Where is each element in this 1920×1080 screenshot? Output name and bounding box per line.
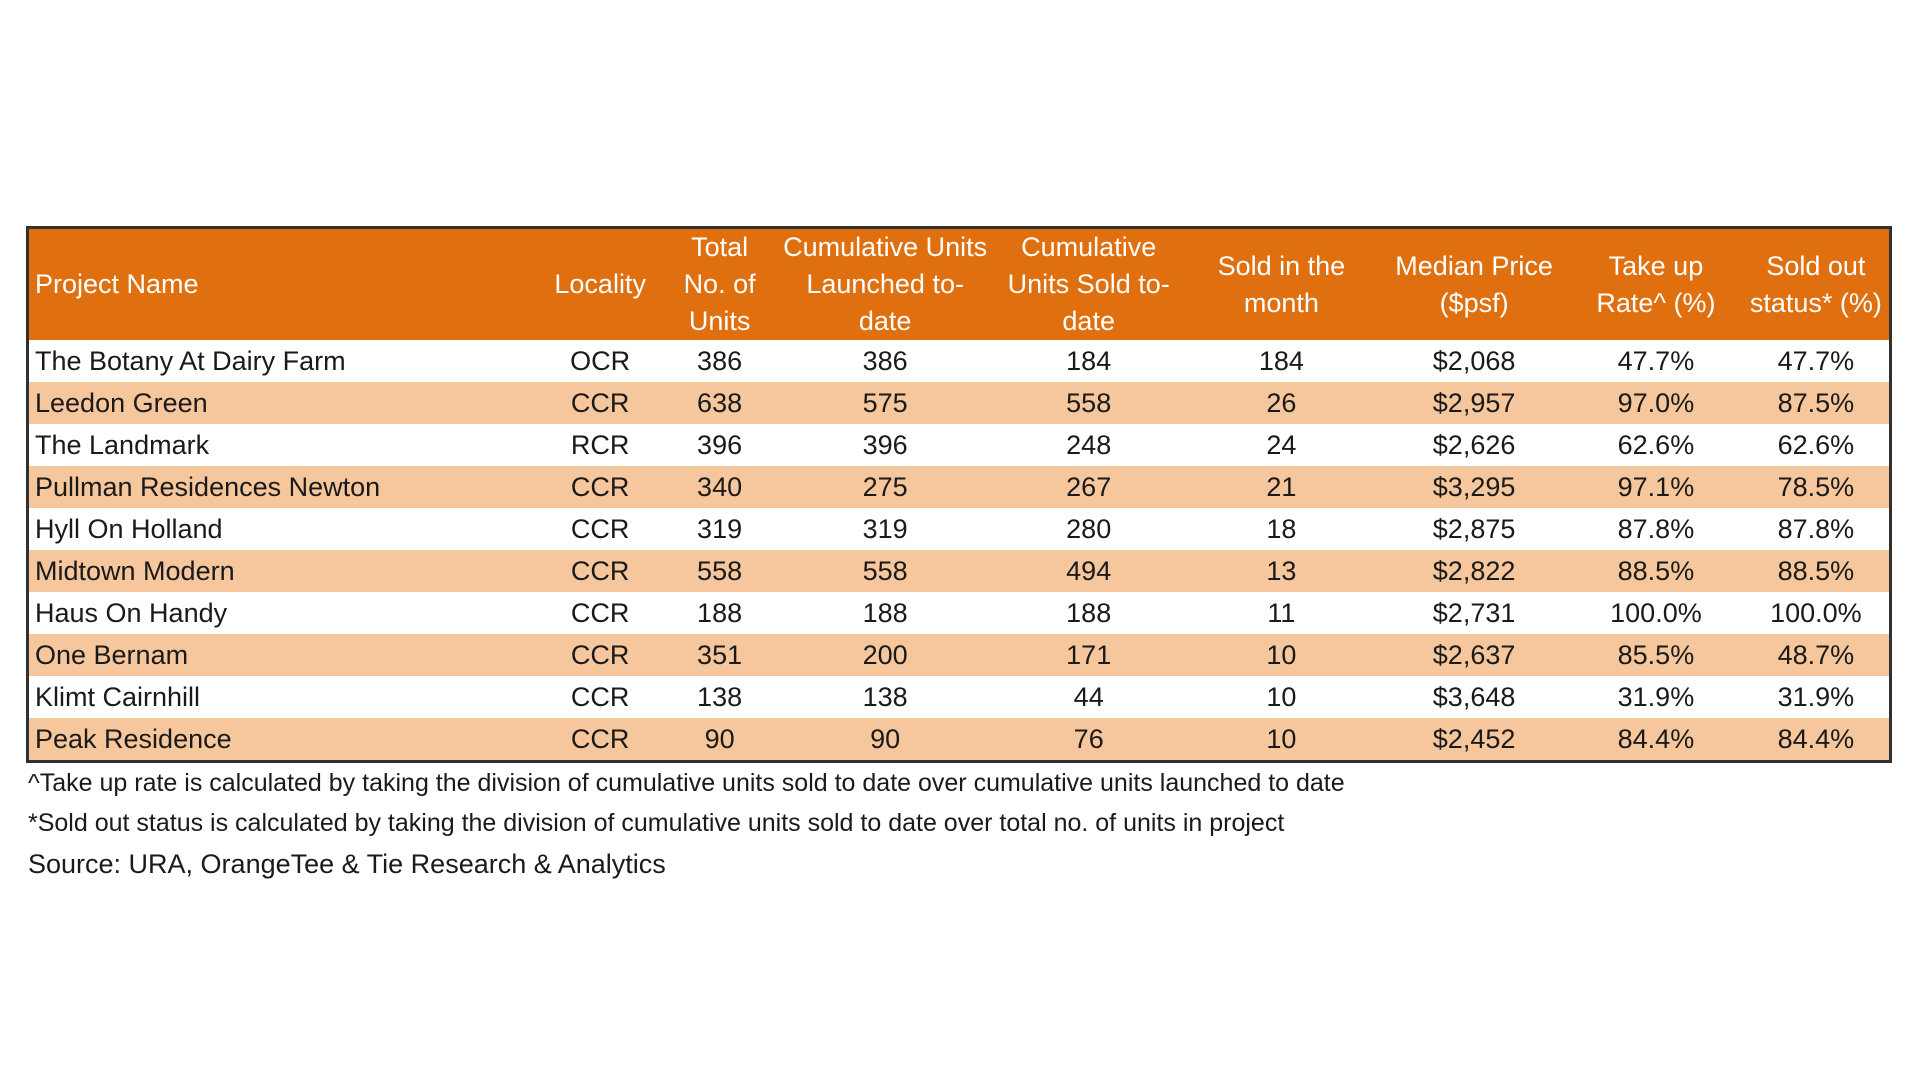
cell-cumulative-launched: 188 xyxy=(777,592,994,634)
cell-sold-in-month: 24 xyxy=(1184,424,1379,466)
cell-sold-in-month: 26 xyxy=(1184,382,1379,424)
cell-project-name: Peak Residence xyxy=(28,718,538,762)
cell-cumulative-sold: 267 xyxy=(994,466,1184,508)
cell-take-up-rate: 31.9% xyxy=(1569,676,1743,718)
cell-sold-in-month: 10 xyxy=(1184,718,1379,762)
header-total-units: Total No. of Units xyxy=(663,228,777,341)
cell-cumulative-launched: 319 xyxy=(777,508,994,550)
cell-cumulative-sold: 76 xyxy=(994,718,1184,762)
cell-locality: CCR xyxy=(538,676,663,718)
header-cumulative-sold: Cumulative Units Sold to-date xyxy=(994,228,1184,341)
cell-sold-out-status: 87.5% xyxy=(1743,382,1891,424)
table-row xyxy=(28,424,1891,466)
cell-cumulative-launched: 396 xyxy=(777,424,994,466)
cell-take-up-rate: 62.6% xyxy=(1569,424,1743,466)
cell-cumulative-sold: 494 xyxy=(994,550,1184,592)
cell-cumulative-launched: 275 xyxy=(777,466,994,508)
cell-project-name: Midtown Modern xyxy=(28,550,538,592)
cell-take-up-rate: 87.8% xyxy=(1569,508,1743,550)
cell-median-price: $3,648 xyxy=(1379,676,1569,718)
cell-sold-in-month: 11 xyxy=(1184,592,1379,634)
cell-take-up-rate: 84.4% xyxy=(1569,718,1743,762)
cell-sold-out-status: 31.9% xyxy=(1743,676,1891,718)
cell-cumulative-launched: 90 xyxy=(777,718,994,762)
cell-cumulative-sold: 280 xyxy=(994,508,1184,550)
cell-locality: CCR xyxy=(538,550,663,592)
cell-sold-out-status: 48.7% xyxy=(1743,634,1891,676)
table-row xyxy=(28,634,1891,676)
cell-project-name: Haus On Handy xyxy=(28,592,538,634)
cell-locality: CCR xyxy=(538,718,663,762)
cell-median-price: $2,452 xyxy=(1379,718,1569,762)
table-header-row xyxy=(28,228,1891,341)
cell-total-units: 319 xyxy=(663,508,777,550)
table-row xyxy=(28,508,1891,550)
cell-take-up-rate: 100.0% xyxy=(1569,592,1743,634)
cell-cumulative-sold: 558 xyxy=(994,382,1184,424)
data-table xyxy=(26,226,1892,763)
header-cumulative-launched: Cumulative Units Launched to-date xyxy=(777,228,994,341)
cell-sold-in-month: 21 xyxy=(1184,466,1379,508)
cell-sold-out-status: 84.4% xyxy=(1743,718,1891,762)
cell-project-name: One Bernam xyxy=(28,634,538,676)
cell-locality: CCR xyxy=(538,382,663,424)
table-row xyxy=(28,592,1891,634)
cell-project-name: Hyll On Holland xyxy=(28,508,538,550)
cell-sold-out-status: 78.5% xyxy=(1743,466,1891,508)
cell-median-price: $2,957 xyxy=(1379,382,1569,424)
cell-locality: OCR xyxy=(538,340,663,382)
cell-project-name: The Botany At Dairy Farm xyxy=(28,340,538,382)
cell-median-price: $3,295 xyxy=(1379,466,1569,508)
cell-total-units: 558 xyxy=(663,550,777,592)
cell-locality: CCR xyxy=(538,592,663,634)
cell-sold-out-status: 100.0% xyxy=(1743,592,1891,634)
cell-take-up-rate: 88.5% xyxy=(1569,550,1743,592)
cell-cumulative-launched: 200 xyxy=(777,634,994,676)
table-row xyxy=(28,382,1891,424)
cell-total-units: 638 xyxy=(663,382,777,424)
cell-cumulative-sold: 188 xyxy=(994,592,1184,634)
cell-cumulative-launched: 558 xyxy=(777,550,994,592)
cell-total-units: 386 xyxy=(663,340,777,382)
cell-project-name: Klimt Cairnhill xyxy=(28,676,538,718)
cell-sold-out-status: 47.7% xyxy=(1743,340,1891,382)
table-row xyxy=(28,718,1891,762)
header-median-price: Median Price ($psf) xyxy=(1379,228,1569,341)
source-citation: Source: URA, OrangeTee & Tie Research & Analytics xyxy=(28,849,666,879)
cell-total-units: 340 xyxy=(663,466,777,508)
table-row xyxy=(28,676,1891,718)
cell-locality: CCR xyxy=(538,466,663,508)
cell-project-name: Leedon Green xyxy=(28,382,538,424)
cell-cumulative-launched: 575 xyxy=(777,382,994,424)
footnote-take-up-rate: ^Take up rate is calculated by taking the division of cumulative units sold to date over cumulative units launched to date xyxy=(28,769,1345,797)
table-row xyxy=(28,466,1891,508)
footnote-sold-out-status: *Sold out status is calculated by taking the division of cumulative units sold to date over total no. of units in project xyxy=(28,809,1285,837)
table-row xyxy=(28,340,1891,382)
cell-total-units: 188 xyxy=(663,592,777,634)
cell-sold-in-month: 10 xyxy=(1184,676,1379,718)
cell-median-price: $2,875 xyxy=(1379,508,1569,550)
cell-total-units: 90 xyxy=(663,718,777,762)
cell-sold-out-status: 62.6% xyxy=(1743,424,1891,466)
header-sold-in-month: Sold in the month xyxy=(1184,228,1379,341)
cell-cumulative-launched: 386 xyxy=(777,340,994,382)
cell-take-up-rate: 97.1% xyxy=(1569,466,1743,508)
cell-total-units: 351 xyxy=(663,634,777,676)
cell-median-price: $2,822 xyxy=(1379,550,1569,592)
cell-locality: CCR xyxy=(538,508,663,550)
cell-take-up-rate: 47.7% xyxy=(1569,340,1743,382)
cell-locality: RCR xyxy=(538,424,663,466)
cell-take-up-rate: 97.0% xyxy=(1569,382,1743,424)
cell-cumulative-launched: 138 xyxy=(777,676,994,718)
cell-sold-in-month: 13 xyxy=(1184,550,1379,592)
cell-project-name: The Landmark xyxy=(28,424,538,466)
cell-median-price: $2,626 xyxy=(1379,424,1569,466)
table-figure xyxy=(18,198,1910,879)
cell-total-units: 396 xyxy=(663,424,777,466)
table-body xyxy=(28,340,1891,762)
cell-locality: CCR xyxy=(538,634,663,676)
header-take-up-rate: Take up Rate^ (%) xyxy=(1569,228,1743,341)
header-project-name: Project Name xyxy=(28,228,538,341)
cell-sold-out-status: 88.5% xyxy=(1743,550,1891,592)
cell-project-name: Pullman Residences Newton xyxy=(28,466,538,508)
cell-median-price: $2,731 xyxy=(1379,592,1569,634)
cell-median-price: $2,637 xyxy=(1379,634,1569,676)
footnotes xyxy=(28,763,1888,885)
header-sold-out-status: Sold out status* (%) xyxy=(1743,228,1891,341)
cell-median-price: $2,068 xyxy=(1379,340,1569,382)
cell-cumulative-sold: 184 xyxy=(994,340,1184,382)
table-row xyxy=(28,550,1891,592)
cell-sold-in-month: 18 xyxy=(1184,508,1379,550)
cell-cumulative-sold: 171 xyxy=(994,634,1184,676)
cell-total-units: 138 xyxy=(663,676,777,718)
cell-cumulative-sold: 44 xyxy=(994,676,1184,718)
cell-cumulative-sold: 248 xyxy=(994,424,1184,466)
cell-sold-in-month: 10 xyxy=(1184,634,1379,676)
header-locality: Locality xyxy=(538,228,663,341)
cell-sold-in-month: 184 xyxy=(1184,340,1379,382)
cell-take-up-rate: 85.5% xyxy=(1569,634,1743,676)
cell-sold-out-status: 87.8% xyxy=(1743,508,1891,550)
